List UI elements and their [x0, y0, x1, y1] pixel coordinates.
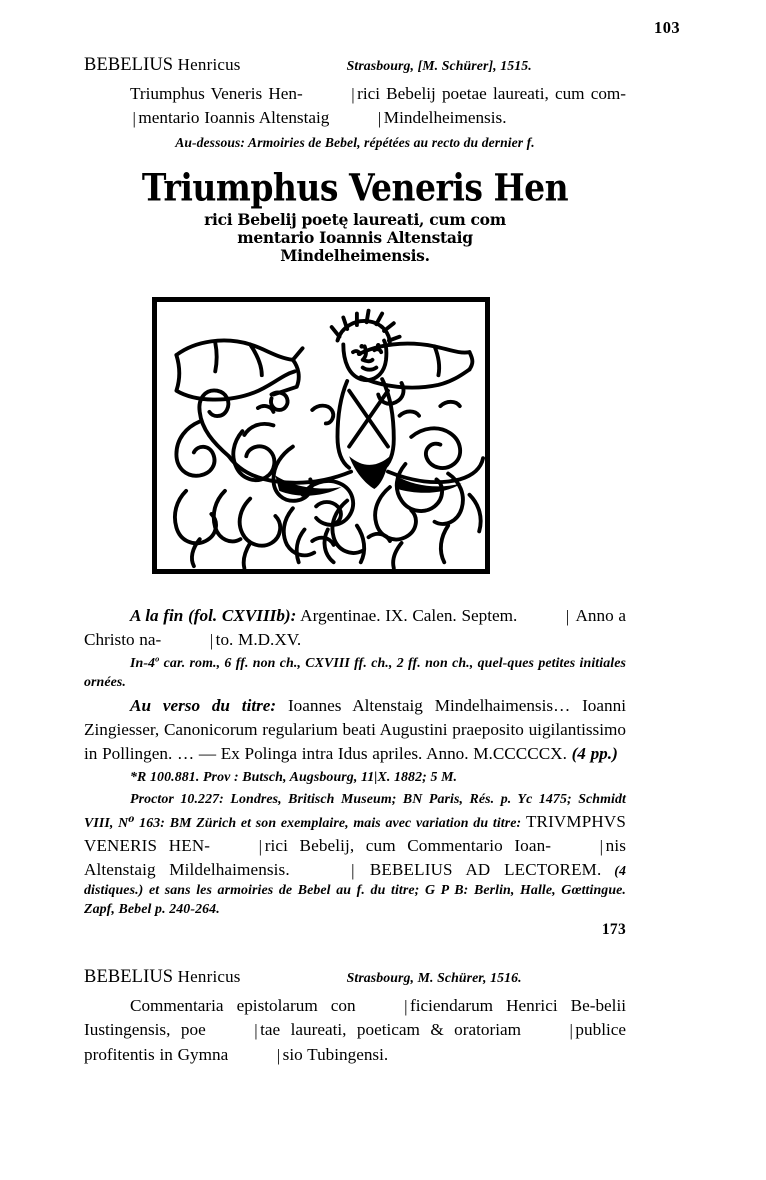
references-text-b: (4 distiques.) et sans les armoiries de Bebel au f. du titre; G P B: Berlin, Halle, Gœttingue. Zapf, Bebel p. 240-264.	[84, 863, 627, 917]
bibliographic-entry-173	[84, 55, 626, 265]
collation-rest: car. rom., 6 ff. non ch., CXVIII ff. ch., 2 ff. non ch., quel-ques petites initiales ornées.	[84, 656, 626, 691]
page-number: 103	[654, 18, 680, 37]
title-segment-5: sio Tubingensi.	[282, 1044, 389, 1064]
collation-paragraph	[84, 655, 626, 693]
reference-title-roman-2: nis Altenstaig Mildelhaimensis.	[84, 835, 626, 879]
line-break-bar-icon: |	[258, 836, 263, 856]
line-break-bar-icon: |	[351, 860, 355, 880]
reference-lectorem-smallcaps: BEBELIUS AD LECTOREM.	[369, 859, 602, 879]
verso-label: Au verso du titre:	[130, 695, 277, 715]
collation-lead: In-4	[130, 656, 156, 672]
verso-paragraph	[84, 694, 626, 766]
line-break-bar-icon: |	[254, 1021, 258, 1041]
colophon-text-2: Anno a Christo na-	[84, 606, 626, 650]
title-transcription	[84, 994, 626, 1067]
line-break-bar-icon: |	[377, 109, 382, 129]
colophon-text-1: Argentinae. IX. Calen. Septem.	[300, 606, 518, 625]
title-segment-4: publice profitentis in Gymna	[84, 1020, 626, 1064]
author-name	[84, 967, 241, 988]
title-transcription	[84, 82, 626, 131]
facsimile-line-4: Mindelheimensis.	[280, 246, 430, 266]
entry-number: 173	[601, 920, 626, 938]
title-segment-3: tae laureati, poeticam & oratoriam	[260, 1020, 521, 1040]
bibliographic-entry-next	[84, 967, 626, 1067]
line-break-bar-icon: |	[565, 607, 570, 626]
verso-pages: (4 pp.)	[571, 744, 618, 764]
woodcut-illustration	[152, 297, 490, 574]
facsimile-line-1: Triumphus Veneris Hen	[141, 165, 569, 210]
author-surname: BEBELIUS	[84, 55, 174, 75]
title-segment-2: ficiendarum Henrici Be-belii Iustingensis, poe	[84, 996, 627, 1040]
references-paragraph	[84, 791, 626, 919]
title-segment-2: rici Bebelij poetae laureati,	[357, 84, 549, 103]
entry-description-block	[84, 604, 626, 939]
imprint-place-date: Strasbourg, [M. Schürer], 1515.	[346, 58, 532, 73]
author-forename: Henricus	[177, 967, 241, 986]
line-break-bar-icon: |	[132, 109, 136, 129]
references-text-a: Proctor 10.227: Londres, Britisch Museum; BN Paris, Rés. p. Yc 1475; Schmidt VIII, N⁰ 163: BM Zürich et son exemplaire, mais avec variation du titre:	[84, 792, 626, 832]
colophon-paragraph	[84, 604, 626, 652]
woodcut-armorial-bebel-svg	[152, 297, 490, 574]
title-segment-1: Triumphus Veneris Hen-	[130, 84, 303, 103]
collation-ordinal: o	[155, 654, 160, 664]
author-forename: Henricus	[177, 55, 241, 74]
line-break-bar-icon: |	[404, 997, 408, 1016]
facsimile-title-gothic	[84, 165, 626, 266]
author-name	[84, 55, 241, 76]
title-segment-1: Commentaria epistolarum con	[130, 996, 356, 1015]
entry-heading	[84, 55, 626, 76]
colophon-label: A la fin (fol. CXVIIIb):	[130, 606, 297, 625]
line-break-bar-icon: |	[569, 1021, 573, 1041]
facsimile-line-2: rici Bebelij poetę laureati, cum com	[204, 209, 506, 229]
line-break-bar-icon: |	[599, 836, 604, 856]
title-segment-5: Mindelheimensis.	[383, 108, 507, 128]
author-surname: BEBELIUS	[84, 967, 174, 987]
title-segment-4: mentario Ioannis Altenstaig	[138, 108, 330, 128]
copy-provenance: *R 100.881. Prov : Butsch, Augsbourg, 11|X. 1882; 5 M.	[130, 770, 458, 786]
reference-title-smallcaps: TRIVMPHVS VENERIS HEN-	[84, 812, 626, 855]
imprint-place-date: Strasbourg, M. Schürer, 1516.	[346, 970, 522, 985]
line-break-bar-icon: |	[276, 1045, 281, 1065]
below-title-note: Au-dessous: Armoiries de Bebel, répétées au recto du dernier f.	[175, 134, 535, 150]
entry-heading	[84, 967, 626, 988]
facsimile-line-3: mentario Ioannis Altenstaig	[237, 228, 473, 248]
reference-title-roman-1: rici Bebelij, cum Commentario Ioan-	[264, 835, 552, 855]
line-break-bar-icon: |	[209, 631, 214, 651]
title-segment-3: cum com-	[554, 84, 627, 103]
colophon-text-3: to. M.D.XV.	[215, 630, 302, 650]
line-break-bar-icon: |	[351, 85, 355, 104]
verso-text: Ioannes Altenstaig Mindelhaimensis… Ioanni Zingiesser, Canonicorum regularium beati Augustini praeposito uigilantissimo in Pollingen. … — Ex Polinga intra Idus apriles. Anno. M.CCCCCX.	[84, 695, 626, 764]
